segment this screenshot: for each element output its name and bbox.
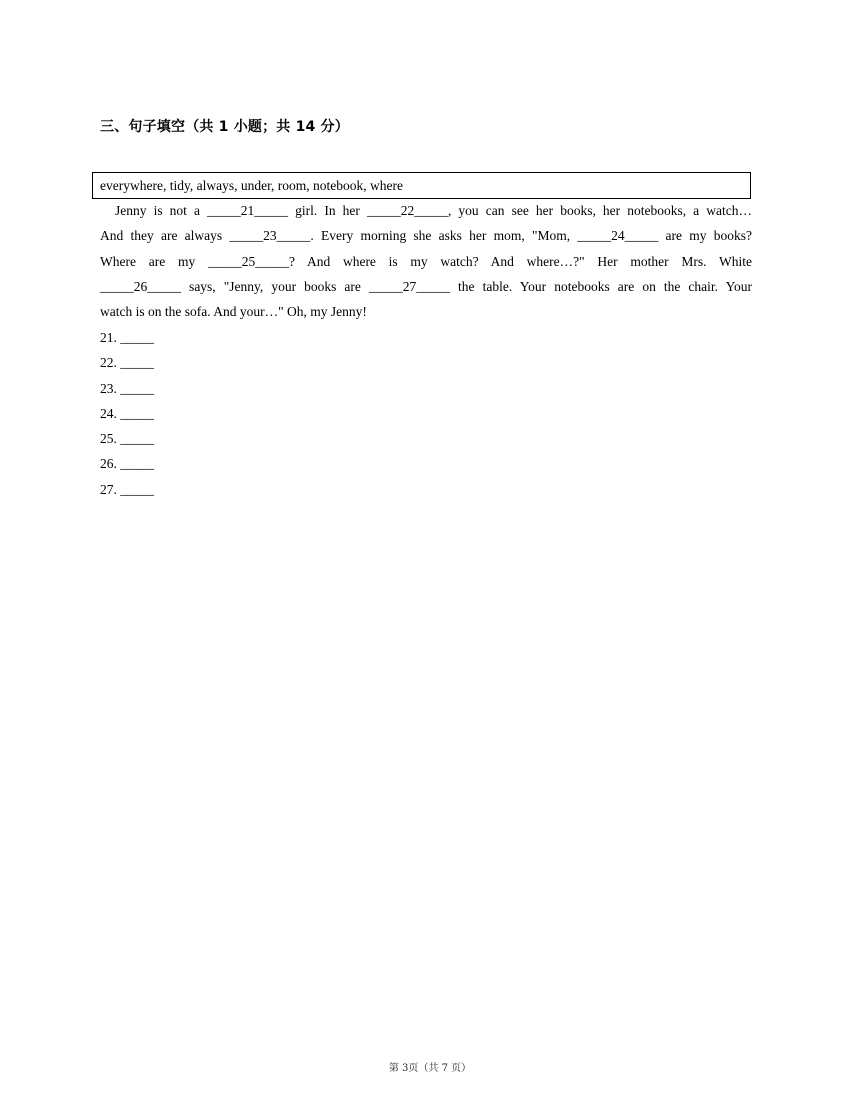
answer-item-22: 22. _____: [100, 355, 154, 371]
answer-item-21: 21. _____: [100, 330, 154, 345]
page-footer: 第 3页（共 7 页）: [388, 1063, 472, 1074]
answer-item-23: 23. _____: [100, 380, 154, 396]
section-title: 三、句子填空（共 1 小题；共 14 分）: [100, 119, 349, 135]
passage-line-1: Jenny is not a _____21_____ girl. In her _____22_____, you can see her books, her notebooks, a watch…: [115, 203, 752, 218]
passage: [100, 198, 752, 324]
answer-item-24: 24. _____: [100, 405, 154, 421]
word-bank-box: everywhere, tidy, always, under, room, notebook, where: [92, 172, 751, 199]
answer-list: [100, 325, 154, 502]
answer-item-27: 27. _____: [100, 481, 154, 497]
passage-line-5: watch is on the sofa. And your…" Oh, my Jenny!: [100, 304, 367, 320]
answer-item-25: 25. _____: [100, 431, 154, 447]
passage-line-3: Where are my _____25_____? And where is my watch? And where…?" Her mother Mrs. White: [100, 253, 752, 269]
answer-item-26: 26. _____: [100, 456, 154, 472]
passage-line-4: _____26_____ says, "Jenny, your books are _____27_____ the table. Your notebooks are on the chair. Your: [100, 278, 752, 294]
passage-line-2: And they are always _____23_____. Every morning she asks her mom, "Mom, _____24_____ are my books?: [100, 228, 752, 244]
